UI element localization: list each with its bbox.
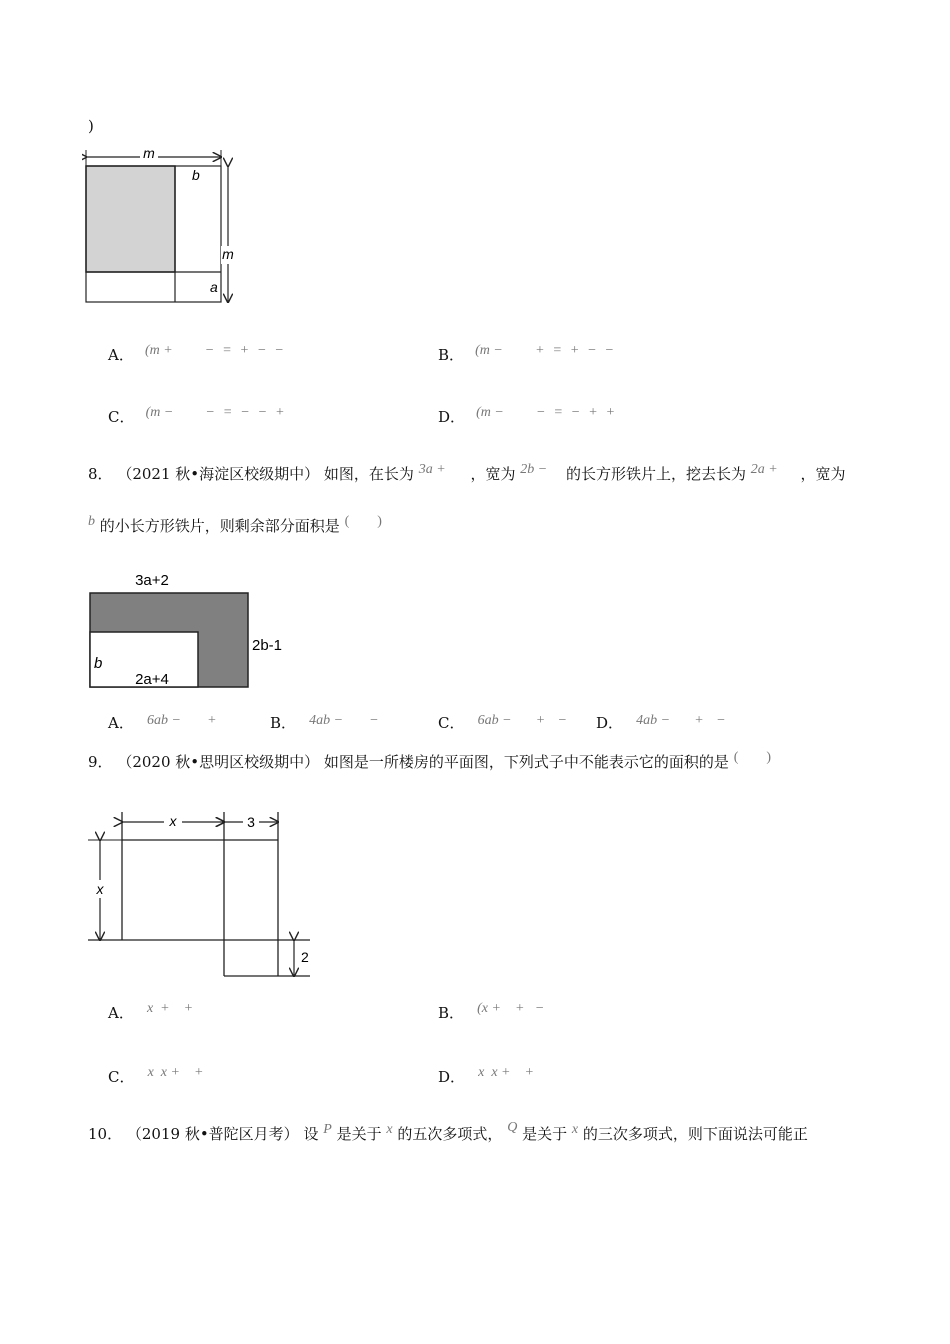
q8-option-b[interactable] [270, 712, 378, 733]
label-three: 3 [247, 814, 255, 830]
option-label: D． [438, 1068, 466, 1086]
option-expr: 6ab − [477, 713, 512, 728]
option-label: C． [438, 714, 465, 732]
option-expr: (m + [144, 343, 173, 358]
label-top: 3a+2 [135, 572, 169, 589]
label-b: b [192, 167, 200, 183]
square-figure [82, 142, 242, 307]
math-var-q: Q [507, 1120, 518, 1135]
option-expr: (x + + − [477, 1001, 545, 1016]
option-expr: 6ab − [146, 713, 181, 728]
math-var-x: x [571, 1122, 579, 1137]
prev-option-d[interactable] [438, 406, 614, 427]
prev-option-b[interactable] [438, 344, 613, 365]
question-8-line-1 [88, 464, 846, 486]
label-a: a [210, 279, 218, 295]
math-var-x: x [386, 1122, 393, 1137]
prev-option-a[interactable] [108, 344, 283, 365]
question-10-line-1 [88, 1120, 808, 1146]
label-b: b [94, 655, 103, 672]
math-expr: b [88, 514, 95, 529]
option-ops: + − [695, 713, 725, 728]
option-ops: − = + − − [205, 343, 284, 358]
label-m-top: m [143, 145, 155, 161]
question-text: 如图，在长为 [323, 465, 414, 483]
option-expr: 4ab − [636, 713, 671, 728]
math-var-p: P [323, 1122, 332, 1137]
answer-paren: ( ) [344, 514, 382, 529]
option-expr: (m − [475, 343, 503, 358]
option-expr: (m − [145, 405, 174, 420]
question-text: 如图是一所楼房的平面图，下列式子中不能表示它的面积的是 [323, 753, 729, 771]
label-m-right: m [222, 246, 234, 262]
option-label: A． [108, 346, 134, 364]
option-label: A． [108, 1004, 134, 1022]
option-ops: + = + − − [535, 343, 614, 358]
label-x-top: x [169, 813, 177, 829]
label-x-left: x [96, 881, 104, 897]
label-bottom: 2a+4 [135, 671, 169, 688]
option-label: A． [108, 714, 134, 732]
option-ops: + [207, 713, 216, 728]
option-label: B． [438, 346, 465, 364]
question-number: 8． [88, 465, 113, 483]
q9-option-c[interactable] [108, 1066, 203, 1087]
option-label: B． [270, 714, 297, 732]
math-expr: 2a + [750, 462, 778, 477]
question-text: ，宽为 [800, 465, 846, 483]
question-text: 的小长方形铁片，则剩余部分面积是 [99, 517, 340, 535]
question-number: 10． [88, 1125, 123, 1143]
option-ops: − = − + + [536, 405, 615, 420]
q8-option-c[interactable] [438, 712, 566, 733]
option-label: C． [108, 408, 135, 426]
math-expr: 3a + [418, 462, 446, 477]
label-right: 2b-1 [252, 637, 283, 654]
prev-option-c[interactable] [108, 406, 284, 427]
option-label: C． [108, 1068, 135, 1086]
question-text: 是关于 [522, 1125, 568, 1143]
option-label: D． [596, 714, 624, 732]
question-text: 的五次多项式， [397, 1125, 503, 1143]
q8-option-a[interactable] [108, 712, 216, 733]
question-8-line-2 [88, 516, 382, 538]
question-text: 的三次多项式，则下面说法可能正 [582, 1125, 808, 1143]
question-text: 的长方形铁片上，挖去长为 [565, 465, 746, 483]
option-expr: (m − [476, 405, 504, 420]
q9-option-d[interactable] [438, 1066, 534, 1087]
option-expr: x x + + [478, 1065, 534, 1080]
option-label: D． [438, 408, 466, 426]
answer-paren: ( ) [733, 750, 772, 765]
question-text: 是关于 [336, 1125, 382, 1143]
question-text: ，宽为 [470, 465, 516, 483]
question-text: 设 [303, 1125, 319, 1143]
question-9-line-1 [88, 752, 771, 774]
label-two: 2 [301, 949, 309, 965]
rectangle-figure [86, 568, 296, 692]
option-expr: x + + [146, 1001, 194, 1016]
option-ops: − [370, 713, 379, 728]
option-expr: 4ab − [309, 713, 344, 728]
closing-paren: ) [88, 117, 94, 135]
question-source: （2020 秋•思明区校级期中） [117, 753, 320, 771]
q9-option-a[interactable] [108, 1002, 193, 1023]
question-source: （2021 秋•海淀区校级期中） [117, 465, 320, 483]
option-ops: + − [536, 713, 567, 728]
q9-option-b[interactable] [438, 1002, 544, 1023]
question-source: （2019 秋•普陀区月考） [126, 1125, 299, 1143]
option-expr: x x + + [147, 1065, 204, 1080]
q8-option-d[interactable] [596, 712, 725, 733]
question-number: 9． [88, 753, 113, 771]
floor-plan-figure [88, 804, 318, 984]
math-expr: 2b − [520, 462, 548, 477]
option-label: B． [438, 1004, 465, 1022]
option-ops: − = − − + [206, 405, 284, 420]
